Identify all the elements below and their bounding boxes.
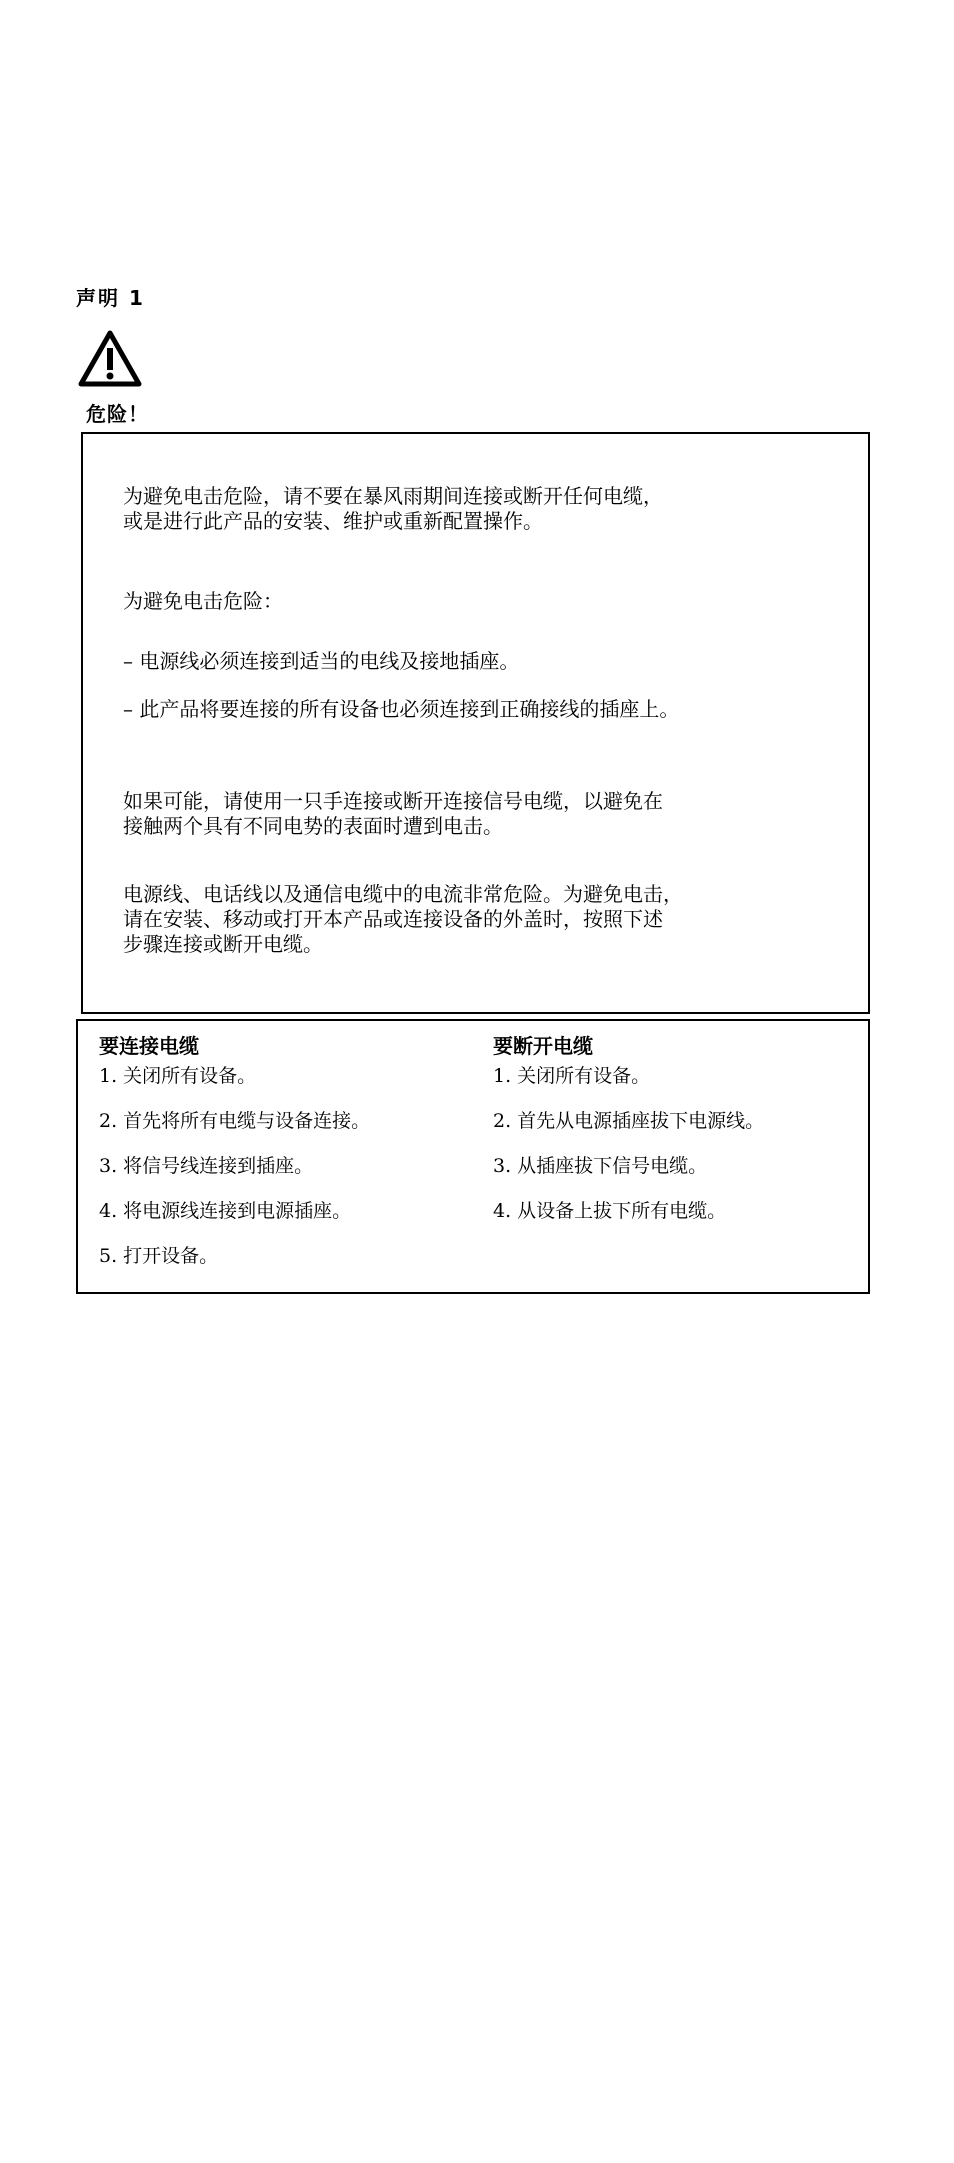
danger-paragraph: 如果可能，请使用一只手连接或断开连接信号电缆，以避免在 接触两个具有不同电势的表面时遭到电击。 bbox=[123, 789, 663, 838]
connect-step: 5. 打开设备。 bbox=[99, 1245, 219, 1267]
danger-notice-box bbox=[81, 432, 870, 1014]
disconnect-step: 4. 从设备上拔下所有电缆。 bbox=[493, 1200, 727, 1222]
disconnect-step: 2. 首先从电源插座拔下电源线。 bbox=[493, 1110, 765, 1132]
connect-step: 3. 将信号线连接到插座。 bbox=[99, 1155, 314, 1177]
cable-procedure-box bbox=[76, 1019, 870, 1294]
connect-step: 2. 首先将所有电缆与设备连接。 bbox=[99, 1110, 371, 1132]
danger-paragraph: 为避免电击危险，请不要在暴风雨期间连接或断开任何电缆， 或是进行此产品的安装、维护或重新配置操作。 bbox=[123, 484, 663, 533]
disconnect-column bbox=[493, 1031, 873, 1241]
connect-step: 4. 将电源线连接到电源插座。 bbox=[99, 1200, 352, 1222]
connect-title: 要连接电缆 bbox=[99, 1034, 199, 1058]
connect-column bbox=[99, 1031, 479, 1286]
danger-bullet: – 电源线必须连接到适当的电线及接地插座。 bbox=[123, 649, 520, 673]
danger-label: 危险！ bbox=[86, 402, 149, 426]
connect-step: 1. 关闭所有设备。 bbox=[99, 1065, 257, 1087]
danger-paragraph: 为避免电击危险： bbox=[123, 589, 283, 613]
disconnect-step: 1. 关闭所有设备。 bbox=[493, 1065, 651, 1087]
disconnect-title: 要断开电缆 bbox=[493, 1034, 593, 1058]
danger-bullet: – 此产品将要连接的所有设备也必须连接到正确接线的插座上。 bbox=[123, 697, 680, 721]
danger-paragraph: 电源线、电话线以及通信电缆中的电流非常危险。为避免电击， 请在安装、移动或打开本产品或连接设备的外盖时，按照下述 步骤连接或断开电缆。 bbox=[123, 882, 683, 956]
warning-triangle-icon bbox=[78, 330, 142, 388]
statement-heading: 声明 1 bbox=[76, 286, 145, 310]
disconnect-step: 3. 从插座拔下信号电缆。 bbox=[493, 1155, 708, 1177]
